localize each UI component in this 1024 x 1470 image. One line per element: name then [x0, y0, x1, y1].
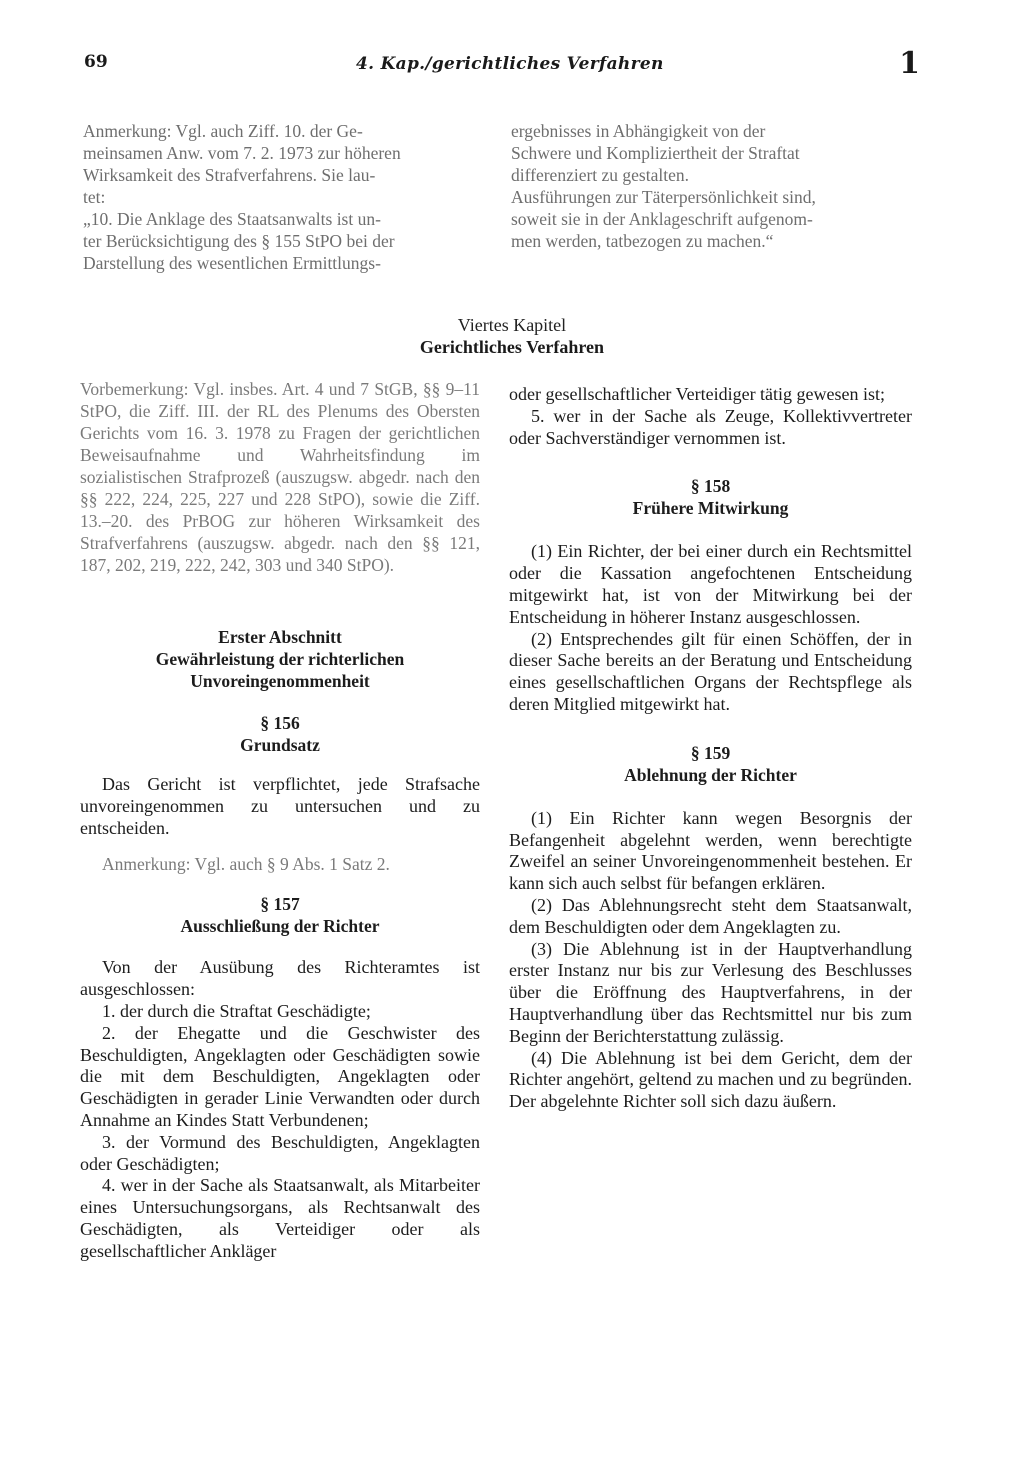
chapter-title: Gerichtliches Verfahren [419, 337, 605, 357]
note-line: men werden, tatbezogen zu machen.“ [511, 231, 774, 251]
left-column [80, 378, 480, 1263]
note-line: soweit sie in der Anklageschrift aufgenom- [511, 209, 813, 229]
paragraph-title: Frühere Mitwirkung [632, 498, 789, 519]
chapter-label: Viertes Kapitel [457, 315, 567, 335]
page-number: 69 [84, 52, 108, 72]
paragraph-text: (2) Entsprechendes gilt für einen Schöffen, der in dieser Sache bereits an der Beratung und Entscheidung eines gesellschaftlichen Organs der Rechtspflege als deren Mitglied mitgewirkt hat. [509, 628, 912, 714]
note-line: Wirksamkeit des Strafverfahrens. Sie lau- [83, 165, 376, 185]
list-item-continued: oder gesellschaftlicher Verteidiger tätig gewesen ist; [509, 384, 886, 404]
note-line: meinsamen Anw. vom 7. 2. 1973 zur höheren [83, 143, 401, 163]
page-header [84, 46, 920, 86]
note-line: ergebnisses in Abhängigkeit von der [511, 121, 766, 141]
paragraph-text: (1) Ein Richter, der bei einer durch ein Rechtsmittel oder die Kassation angefochtenen Entscheidung mitgewirkt hat, ist von der Mitwirkung bei der Entscheidung in höherer Instanz ausgeschlossen. [509, 541, 912, 627]
top-note-left [83, 120, 483, 274]
paragraph-note: Anmerkung: Vgl. auch § 9 Abs. 1 Satz 2. [102, 854, 390, 875]
list-item: 2. der Ehegatte und die Geschwister des Beschuldigten, Angeklagten oder Geschädigten sowie die mit dem Beschuldigten, Angeklagten oder Geschädigten in gerader Linie Verwandten oder durch Annahme an Kindes Statt Verbundenen; [80, 1022, 480, 1130]
note-line: Schwere und Kompliziertheit der Straftat [511, 143, 800, 163]
paragraph-title: Grundsatz [240, 735, 320, 755]
section-heading-line: Erster Abschnitt [218, 627, 342, 647]
paragraph-text: (4) Die Ablehnung ist bei dem Gericht, dem der Richter angehört, geltend zu machen und zu begründen. Der abgelehnte Richter soll sich dazu äußern. [509, 1047, 912, 1112]
paragraph-text: (1) Ein Richter kann wegen Besorgnis der Befangenheit abgelehnt werden, wenn berechtigte Zweifel an seiner Unvoreingenommenheit bestehen. Er kann sich auch selbst für befangen erklären. [509, 807, 912, 894]
paragraph-intro: Von der Ausübung des Richteramtes ist ausgeschlossen: [80, 957, 480, 1000]
paragraph-number: § 159 [690, 742, 731, 763]
note-line: Ausführungen zur Täterpersönlichkeit sind, [511, 187, 816, 207]
note-line: tet: [83, 187, 106, 207]
list-item: 1. der durch die Straftat Geschädigte; [102, 1000, 371, 1021]
note-line: ter Berücksichtigung des § 155 StPO bei der [83, 231, 395, 251]
right-column [509, 384, 912, 1113]
preliminary-note: Vorbemerkung: Vgl. insbes. Art. 4 und 7 StGB, §§ 9–11 StPO, die Ziff. III. der RL des Plenums des Obersten Gerichts vom 16. 3. 1978 zu Fragen der gerichtlichen Beweisaufnahme und Wahrheitsfindung im sozialistischen Strafprozeß (auszugsw. abgedr. nach den §§ 222, 224, 225, 227 und 228 StPO), sowie die Ziff. 13.–20. des PrBOG zur höheren Wirksamkeit des Strafverfahrens (auszugsw. abgedr. nach den §§ 121, 187, 202, 219, 222, 242, 303 und 340 StPO). [80, 379, 480, 575]
list-item: 4. wer in der Sache als Staatsanwalt, als Mitarbeiter eines Untersuchungsorgans, als Rechtsanwalt des Geschädigten, als Verteidiger oder als gesellschaftlicher Ankläger [80, 1175, 480, 1261]
paragraph-text: (2) Das Ablehnungsrecht steht dem Staatsanwalt, dem Beschuldigten oder dem Angeklagten zu. [509, 894, 912, 937]
section-heading-line: Gewährleistung der richterlichen [155, 649, 405, 669]
paragraph-text: Das Gericht ist verpflichtet, jede Strafsache unvoreingenommen zu untersuchen und zu entscheiden. [80, 774, 480, 838]
note-line: differenziert zu gestalten. [511, 165, 689, 185]
note-line: „10. Die Anklage des Staatsanwalts ist un- [83, 209, 381, 229]
top-note-right [511, 120, 913, 252]
chapter-heading [0, 314, 1024, 359]
paragraph-text: (3) Die Ablehnung ist in der Hauptverhandlung erster Instanz nur bis zur Verlesung des Beschlusses über die Eröffnung des Hauptverfahrens, in der Hauptverhandlung über das Rechtsmittel nur bis zum Beginn der Berichterstattung zulässig. [509, 938, 912, 1046]
paragraph-number: § 156 [260, 713, 300, 733]
list-item: 5. wer in der Sache als Zeuge, Kollektivvertreter oder Sachverständiger vernommen ist. [509, 405, 912, 448]
paragraph-number: § 157 [260, 894, 300, 915]
paragraph-number: § 158 [690, 476, 731, 497]
note-line: Anmerkung: Vgl. auch Ziff. 10. der Ge- [83, 121, 363, 141]
paragraph-title: Ablehnung der Richter [624, 764, 797, 785]
section-heading-line: Unvoreingenommenheit [190, 671, 370, 691]
running-title: 4. Kap./gerichtliches Verfahren [356, 54, 664, 74]
note-line: Darstellung des wesentlichen Ermittlungs- [83, 253, 381, 273]
paragraph-title: Ausschließung der Richter [180, 916, 380, 937]
chapter-number: 1 [899, 46, 920, 81]
list-item: 3. der Vormund des Beschuldigten, Angeklagten oder Geschädigten; [80, 1131, 480, 1174]
